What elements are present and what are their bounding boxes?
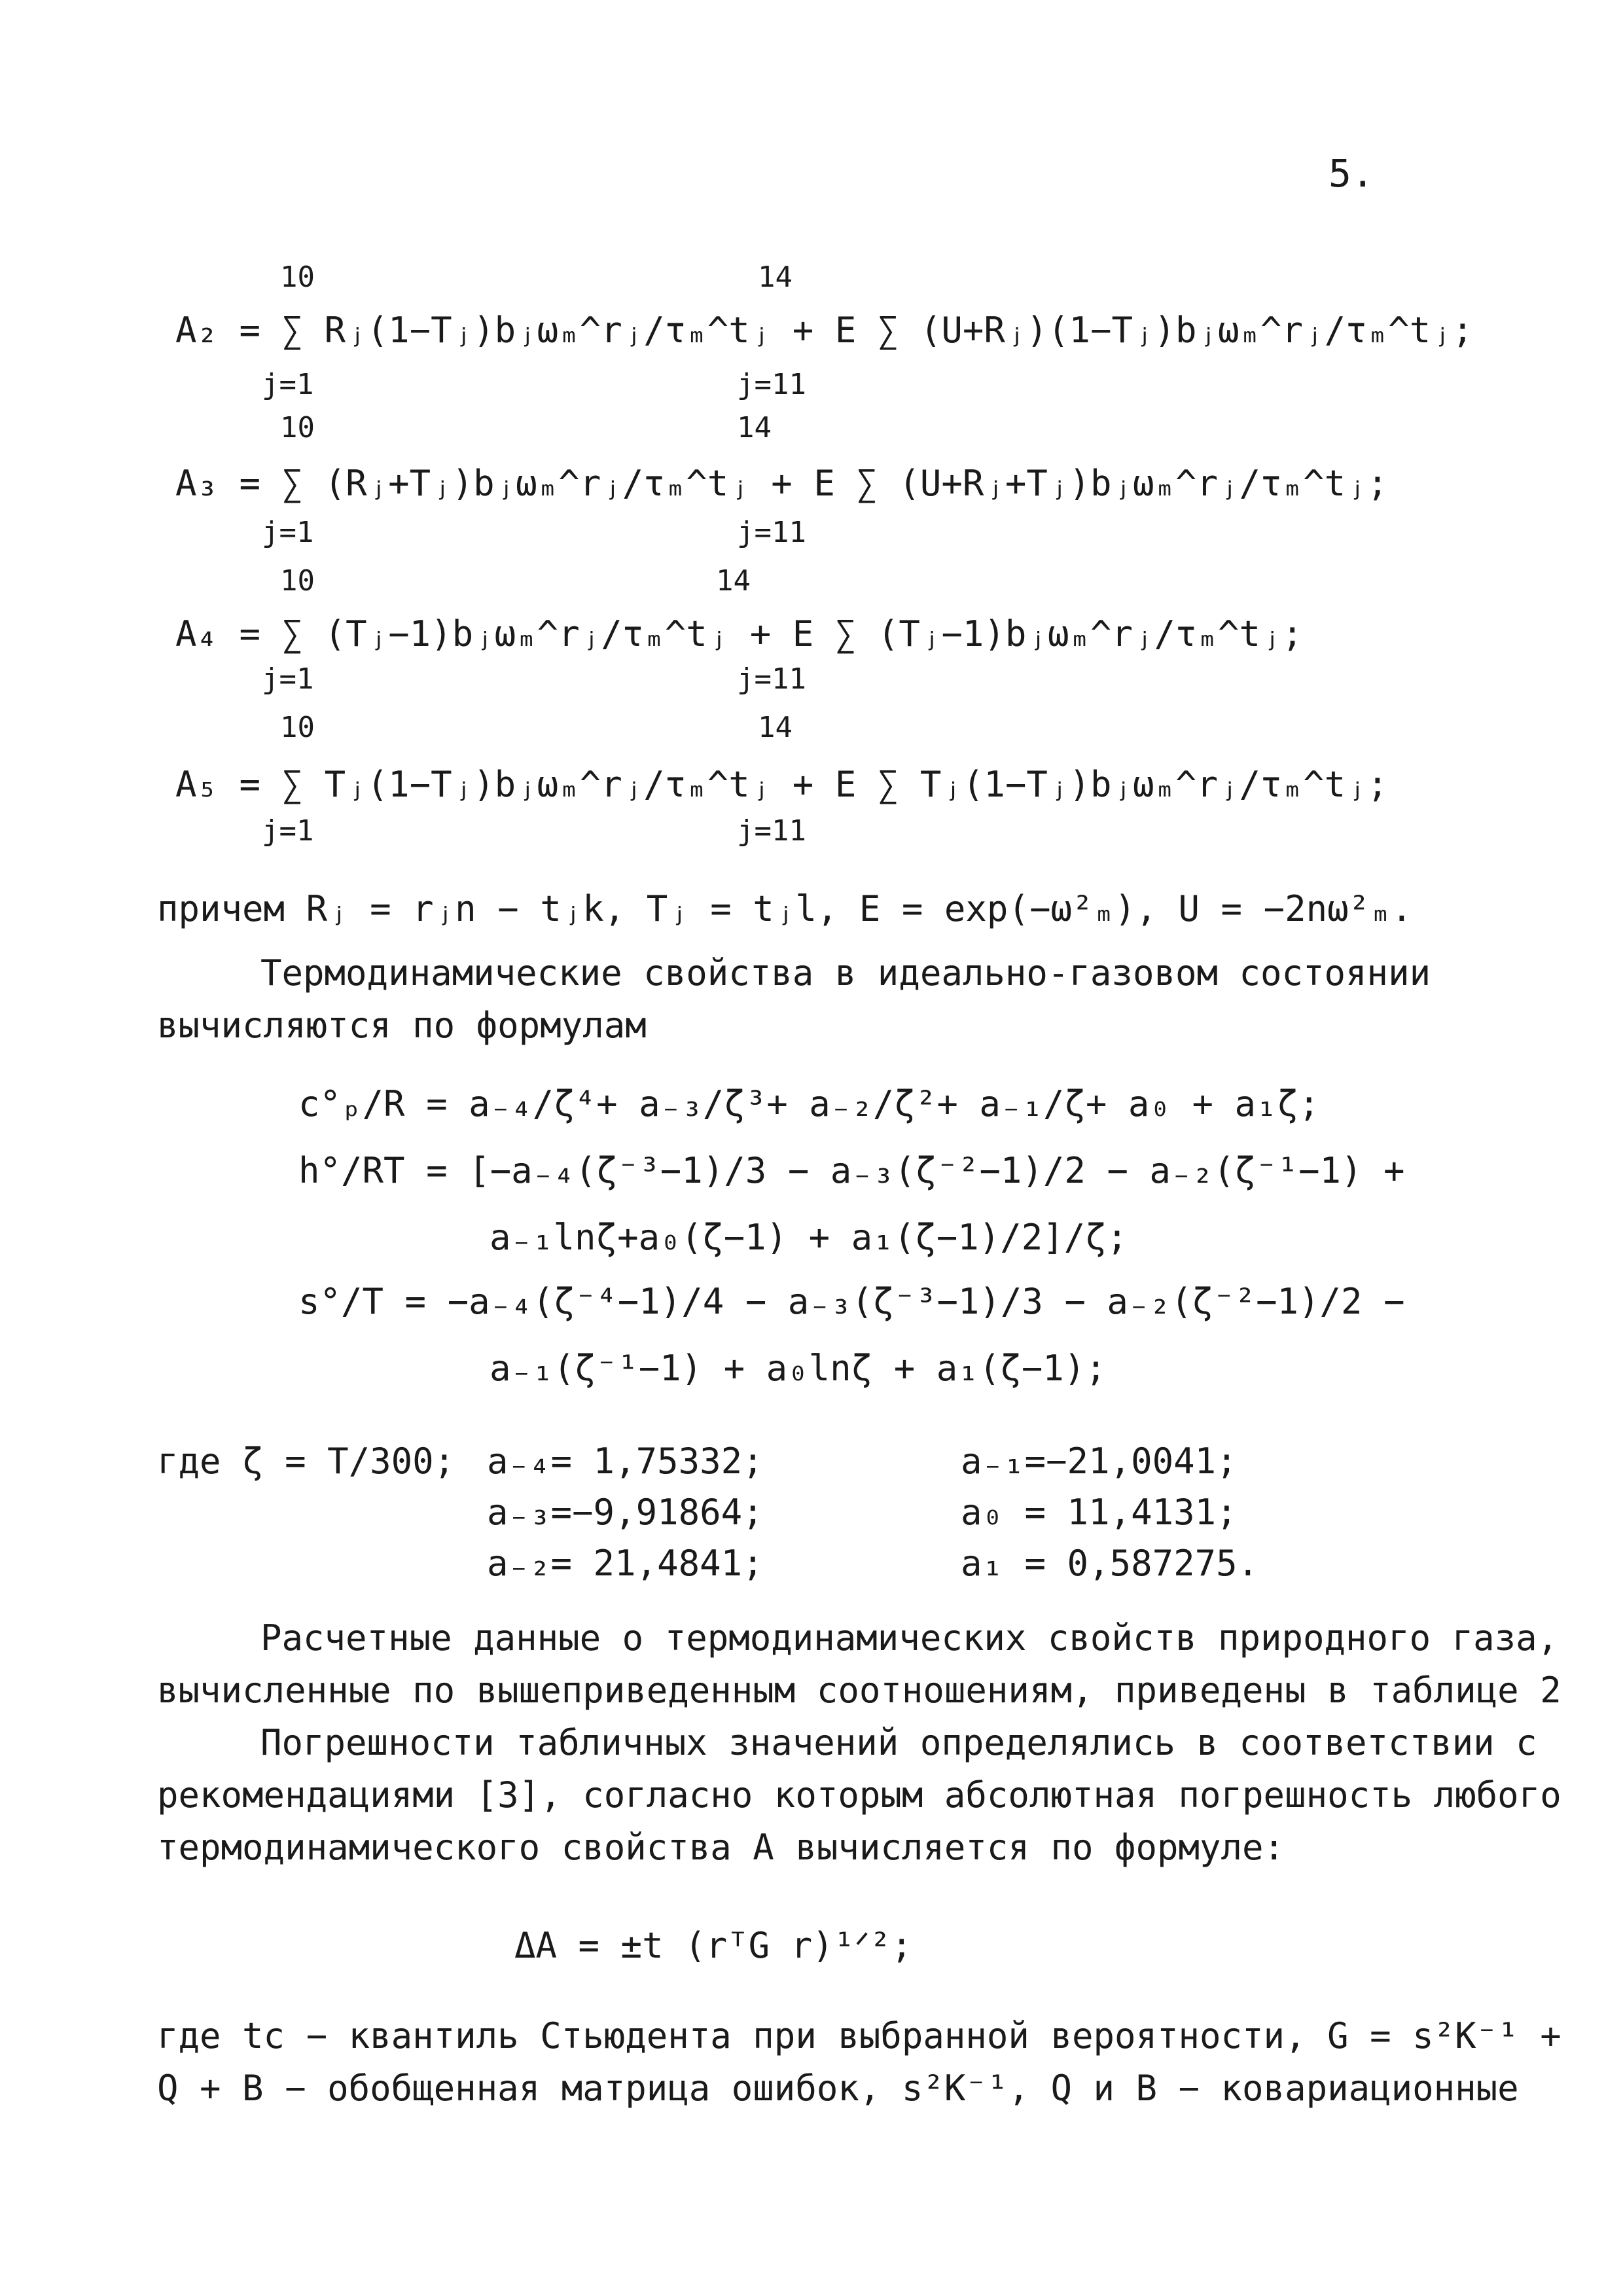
sum-lower-limit: j=1 — [262, 368, 314, 401]
sum-upper-limit: 14 — [758, 260, 793, 294]
paragraph-line: Погрешности табличных значений определялись в соответствии с — [260, 1722, 1537, 1763]
paragraph-line: Q + B − обобщенная матрица ошибок, s²K⁻¹, Q и B − ковариационные — [157, 2068, 1519, 2109]
sum-lower-limit: j=1 — [262, 516, 314, 549]
paragraph-line: где tс − квантиль Стьюдента при выбранной вероятности, G = s²K⁻¹ + — [157, 2015, 1561, 2056]
coefficient: a₋₂= 21,4841; — [487, 1543, 764, 1584]
paragraph-line: Расчетные данные о термодинамических свойств природного газа, — [260, 1617, 1559, 1659]
sum-upper-limit: 10 — [280, 260, 315, 294]
sum-lower-limit: j=1 — [262, 662, 314, 696]
formula-delta-a: ΔA = ±t (rᵀG r)¹ᐟ²; — [514, 1925, 913, 1966]
equation-a3: A₃ = ∑ (Rⱼ+Tⱼ)bⱼωₘ^rⱼ/τₘ^tⱼ + E ∑ (U+Rⱼ+Tⱼ)bⱼωₘ^rⱼ/τₘ^tⱼ; — [175, 463, 1389, 504]
paragraph-line: термодинамического свойства A вычисляется по формуле: — [157, 1827, 1285, 1868]
sum-upper-limit: 14 — [758, 711, 793, 744]
paragraph-line: Термодинамические свойства в идеально-газовом состоянии — [260, 952, 1431, 994]
sum-lower-limit: j=1 — [262, 814, 314, 848]
zeta-definition: где ζ = T/300; — [157, 1441, 455, 1482]
sum-lower-limit: j=11 — [737, 368, 806, 401]
coefficient: a₁ = 0,587275. — [961, 1543, 1259, 1584]
coefficient: a₋₄= 1,75332; — [487, 1441, 764, 1482]
sum-upper-limit: 14 — [737, 411, 772, 444]
formula-cp: c°ₚ/R = a₋₄/ζ⁴+ a₋₃/ζ³+ a₋₂/ζ²+ a₋₁/ζ+ a₀ + a₁ζ; — [298, 1083, 1320, 1124]
equation-a4: A₄ = ∑ (Tⱼ−1)bⱼωₘ^rⱼ/τₘ^tⱼ + E ∑ (Tⱼ−1)bⱼωₘ^rⱼ/τₘ^tⱼ; — [175, 613, 1304, 655]
formula-h-line1: h°/RT = [−a₋₄(ζ⁻³−1)/3 − a₋₃(ζ⁻²−1)/2 − a₋₂(ζ⁻¹−1) + — [298, 1150, 1405, 1191]
formula-s-line1: s°/T = −a₋₄(ζ⁻⁴−1)/4 − a₋₃(ζ⁻³−1)/3 − a₋₂(ζ⁻²−1)/2 − — [298, 1281, 1405, 1322]
equation-a5: A₅ = ∑ Tⱼ(1−Tⱼ)bⱼωₘ^rⱼ/τₘ^tⱼ + E ∑ Tⱼ(1−Tⱼ)bⱼωₘ^rⱼ/τₘ^tⱼ; — [175, 764, 1389, 805]
equation-a2: A₂ = ∑ Rⱼ(1−Tⱼ)bⱼωₘ^rⱼ/τₘ^tⱼ + E ∑ (U+Rⱼ)(1−Tⱼ)bⱼωₘ^rⱼ/τₘ^tⱼ; — [175, 310, 1474, 351]
paragraph-line: рекомендациями [3], согласно которым абсолютная погрешность любого — [157, 1774, 1561, 1816]
sum-lower-limit: j=11 — [737, 662, 806, 696]
page-number: 5. — [1329, 151, 1374, 196]
definitions-line: причем Rⱼ = rⱼn − tⱼk, Tⱼ = tⱼl, E = exp(−ω²ₘ), U = −2nω²ₘ. — [157, 888, 1413, 929]
sum-lower-limit: j=11 — [737, 814, 806, 848]
sum-upper-limit: 10 — [280, 411, 315, 444]
paragraph-line: вычисленные по вышеприведенным соотношениям, приведены в таблице 2 — [157, 1670, 1561, 1711]
coefficient: a₋₃=−9,91864; — [487, 1492, 764, 1533]
sum-upper-limit: 14 — [716, 564, 751, 598]
sum-lower-limit: j=11 — [737, 516, 806, 549]
coefficient: a₋₁=−21,0041; — [961, 1441, 1238, 1482]
paragraph-line: вычисляются по формулам — [157, 1005, 647, 1046]
sum-upper-limit: 10 — [280, 564, 315, 598]
coefficient: a₀ = 11,4131; — [961, 1492, 1238, 1533]
formula-h-line2: a₋₁lnζ+a₀(ζ−1) + a₁(ζ−1)/2]/ζ; — [490, 1217, 1128, 1258]
formula-s-line2: a₋₁(ζ⁻¹−1) + a₀lnζ + a₁(ζ−1); — [490, 1348, 1107, 1389]
sum-upper-limit: 10 — [280, 711, 315, 744]
